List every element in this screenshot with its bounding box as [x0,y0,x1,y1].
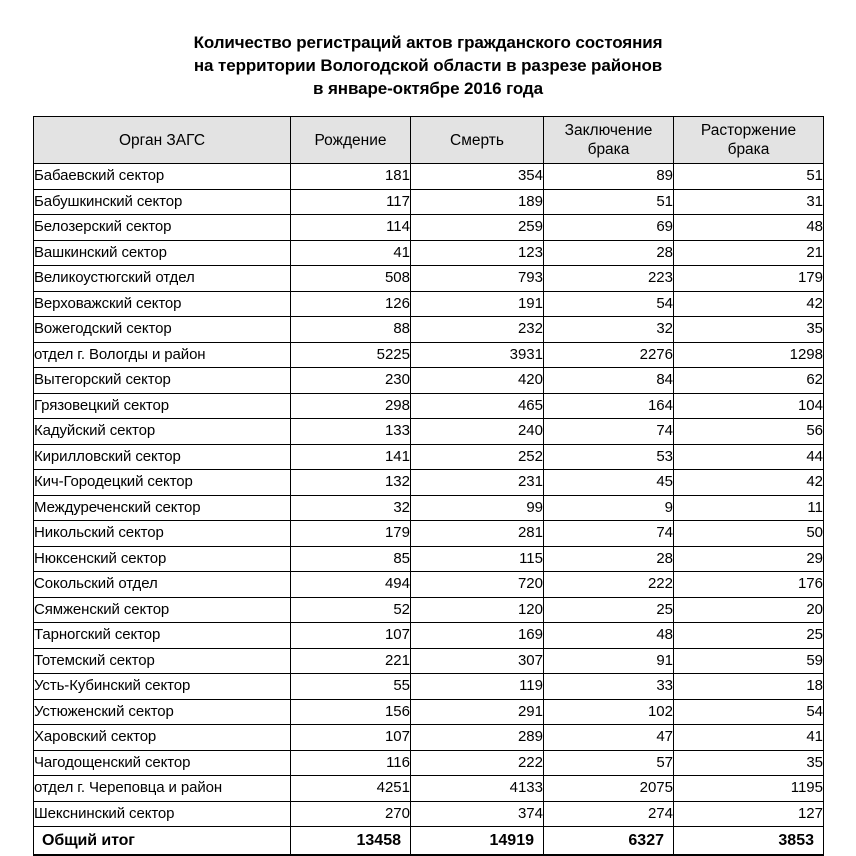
cell-marriage: 223 [544,266,674,292]
table-row [34,368,824,394]
cell-organ: Сямженский сектор [34,597,291,623]
cell-marriage: 91 [544,648,674,674]
cell-marriage: 33 [544,674,674,700]
cell-birth: 221 [291,648,411,674]
table-row [34,725,824,751]
table-row [34,521,824,547]
table-row [34,266,824,292]
cell-divorce: 104 [674,393,824,419]
cell-organ: Шекснинский сектор [34,801,291,827]
cell-divorce: 42 [674,291,824,317]
table-row [34,470,824,496]
table-row [34,189,824,215]
cell-birth: 88 [291,317,411,343]
cell-divorce: 179 [674,266,824,292]
cell-marriage: 32 [544,317,674,343]
cell-death: 259 [411,215,544,241]
cell-organ: Бабушкинский сектор [34,189,291,215]
cell-divorce: 176 [674,572,824,598]
column-header-divorce [674,117,824,164]
cell-birth: 126 [291,291,411,317]
table-row [34,393,824,419]
cell-birth: 41 [291,240,411,266]
cell-marriage: 69 [544,215,674,241]
cell-organ: отдел г. Череповца и район [34,776,291,802]
cell-birth: 4251 [291,776,411,802]
cell-marriage: 28 [544,240,674,266]
cell-marriage: 57 [544,750,674,776]
cell-birth: 32 [291,495,411,521]
total-cell-divorce: 3853 [674,827,824,856]
table-row [34,240,824,266]
cell-birth: 116 [291,750,411,776]
cell-organ: Усть-Кубинский сектор [34,674,291,700]
cell-death: 720 [411,572,544,598]
cell-divorce: 41 [674,725,824,751]
cell-death: 231 [411,470,544,496]
cell-death: 123 [411,240,544,266]
cell-marriage: 74 [544,521,674,547]
column-header-divorce-line-2: брака [727,141,770,158]
table-row [34,572,824,598]
cell-death: 189 [411,189,544,215]
cell-divorce: 54 [674,699,824,725]
cell-organ: Великоустюгский отдел [34,266,291,292]
cell-birth: 494 [291,572,411,598]
cell-birth: 55 [291,674,411,700]
cell-birth: 107 [291,623,411,649]
cell-organ: отдел г. Вологды и район [34,342,291,368]
table-row [34,342,824,368]
table-row [34,444,824,470]
cell-organ: Белозерский сектор [34,215,291,241]
cell-death: 99 [411,495,544,521]
cell-divorce: 42 [674,470,824,496]
total-cell-birth: 13458 [291,827,411,856]
cell-marriage: 274 [544,801,674,827]
cell-divorce: 18 [674,674,824,700]
cell-organ: Устюженский сектор [34,699,291,725]
page-title-line-3: в январе-октябре 2016 года [313,79,543,98]
cell-death: 793 [411,266,544,292]
cell-birth: 114 [291,215,411,241]
page-title-line-2: на территории Вологодской области в разрезе районов [193,56,663,75]
page-title-line-1: Количество регистраций актов гражданского состояния [193,33,663,52]
table-row [34,419,824,445]
cell-divorce: 48 [674,215,824,241]
cell-organ: Верховажский сектор [34,291,291,317]
cell-marriage: 28 [544,546,674,572]
cell-birth: 230 [291,368,411,394]
cell-marriage: 47 [544,725,674,751]
table-row [34,164,824,190]
cell-birth: 132 [291,470,411,496]
cell-death: 281 [411,521,544,547]
cell-divorce: 1195 [674,776,824,802]
cell-death: 307 [411,648,544,674]
cell-birth: 181 [291,164,411,190]
cell-divorce: 21 [674,240,824,266]
cell-organ: Междуреченский сектор [34,495,291,521]
cell-organ: Вожегодский сектор [34,317,291,343]
cell-organ: Харовский сектор [34,725,291,751]
table-row [34,776,824,802]
page-title [0,0,856,100]
cell-divorce: 1298 [674,342,824,368]
cell-birth: 508 [291,266,411,292]
cell-divorce: 56 [674,419,824,445]
column-header-marriage [544,117,674,164]
cell-death: 252 [411,444,544,470]
cell-birth: 156 [291,699,411,725]
table-row [34,648,824,674]
registry-table [33,116,824,856]
cell-divorce: 51 [674,164,824,190]
cell-death: 374 [411,801,544,827]
cell-death: 289 [411,725,544,751]
cell-marriage: 9 [544,495,674,521]
cell-birth: 133 [291,419,411,445]
cell-divorce: 35 [674,317,824,343]
table-row [34,674,824,700]
cell-divorce: 50 [674,521,824,547]
table-row [34,317,824,343]
cell-organ: Кирилловский сектор [34,444,291,470]
table-header-row [34,117,824,164]
cell-birth: 298 [291,393,411,419]
cell-death: 240 [411,419,544,445]
cell-death: 420 [411,368,544,394]
cell-marriage: 89 [544,164,674,190]
total-cell-organ: Общий итог [34,827,291,856]
table-row [34,623,824,649]
cell-death: 354 [411,164,544,190]
cell-birth: 52 [291,597,411,623]
cell-death: 115 [411,546,544,572]
cell-organ: Никольский сектор [34,521,291,547]
table-row [34,699,824,725]
cell-organ: Нюксенский сектор [34,546,291,572]
cell-marriage: 102 [544,699,674,725]
column-header-marriage-line-1: Заключение [564,122,653,139]
column-header-death [411,117,544,164]
cell-organ: Тарногский сектор [34,623,291,649]
cell-birth: 270 [291,801,411,827]
cell-organ: Вытегорский сектор [34,368,291,394]
cell-divorce: 29 [674,546,824,572]
cell-death: 3931 [411,342,544,368]
cell-marriage: 25 [544,597,674,623]
cell-marriage: 222 [544,572,674,598]
table-body [34,164,824,856]
cell-birth: 141 [291,444,411,470]
column-header-birth [291,117,411,164]
column-header-organ [34,117,291,164]
cell-marriage: 84 [544,368,674,394]
cell-divorce: 62 [674,368,824,394]
cell-divorce: 20 [674,597,824,623]
table-row [34,215,824,241]
column-header-organ-line-1: Орган ЗАГС [118,131,206,149]
cell-divorce: 35 [674,750,824,776]
table-row [34,801,824,827]
column-header-death-line-1: Смерть [450,131,504,149]
column-header-birth-line-1: Рождение [314,131,387,149]
column-header-marriage-line-2: брака [587,141,630,158]
cell-birth: 5225 [291,342,411,368]
cell-organ: Вашкинский сектор [34,240,291,266]
cell-marriage: 53 [544,444,674,470]
table-total-row [34,827,824,856]
cell-marriage: 48 [544,623,674,649]
table-row [34,546,824,572]
cell-death: 119 [411,674,544,700]
cell-death: 222 [411,750,544,776]
total-cell-marriage: 6327 [544,827,674,856]
cell-marriage: 45 [544,470,674,496]
cell-death: 465 [411,393,544,419]
cell-marriage: 2075 [544,776,674,802]
cell-death: 291 [411,699,544,725]
cell-organ: Бабаевский сектор [34,164,291,190]
cell-death: 4133 [411,776,544,802]
cell-divorce: 44 [674,444,824,470]
cell-divorce: 11 [674,495,824,521]
cell-birth: 107 [291,725,411,751]
cell-divorce: 31 [674,189,824,215]
cell-organ: Кадуйский сектор [34,419,291,445]
table-header [34,117,824,164]
cell-death: 191 [411,291,544,317]
cell-divorce: 127 [674,801,824,827]
cell-marriage: 54 [544,291,674,317]
cell-organ: Кич-Городецкий сектор [34,470,291,496]
table-row [34,597,824,623]
cell-birth: 179 [291,521,411,547]
cell-divorce: 59 [674,648,824,674]
cell-organ: Грязовецкий сектор [34,393,291,419]
column-header-divorce-line-1: Расторжение [700,122,797,139]
cell-death: 120 [411,597,544,623]
registry-table-container [33,116,823,856]
cell-divorce: 25 [674,623,824,649]
total-cell-death: 14919 [411,827,544,856]
cell-marriage: 164 [544,393,674,419]
cell-marriage: 51 [544,189,674,215]
cell-marriage: 74 [544,419,674,445]
cell-death: 232 [411,317,544,343]
cell-birth: 85 [291,546,411,572]
cell-birth: 117 [291,189,411,215]
cell-organ: Сокольский отдел [34,572,291,598]
table-row [34,750,824,776]
cell-death: 169 [411,623,544,649]
cell-organ: Тотемский сектор [34,648,291,674]
cell-marriage: 2276 [544,342,674,368]
table-row [34,495,824,521]
table-row [34,291,824,317]
cell-organ: Чагодощенский сектор [34,750,291,776]
